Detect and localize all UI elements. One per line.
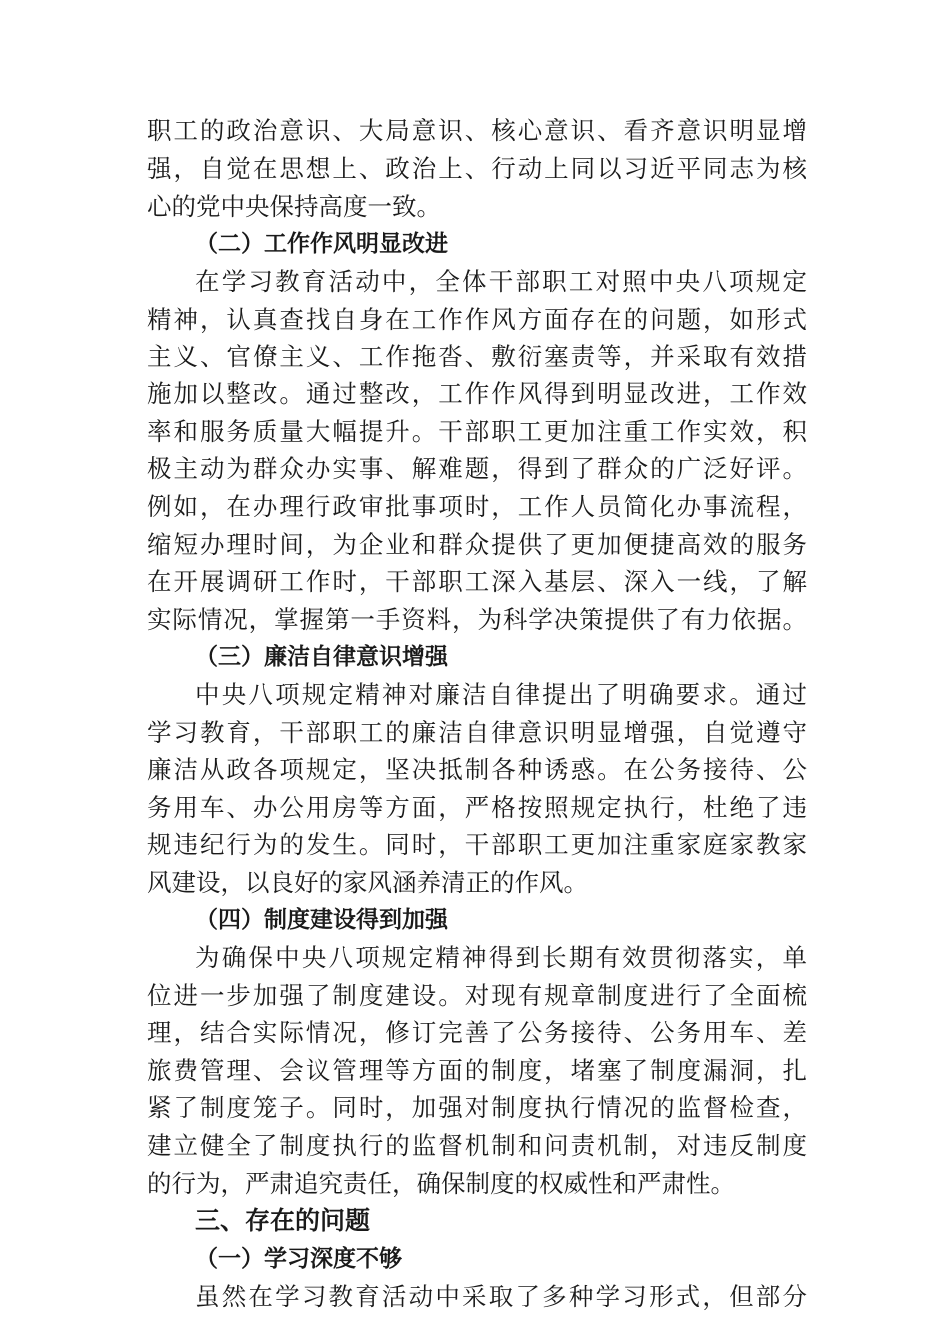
paragraph-line: 学习教育，干部职工的廉洁自律意识明显增强，自觉遵守 (147, 718, 807, 747)
chapter-heading: 三、存在的问题 (195, 1206, 371, 1235)
paragraph-line: 缩短办理时间，为企业和群众提供了更加便捷高效的服务 (147, 530, 807, 559)
paragraph-line: 在学习教育活动中，全体干部职工对照中央八项规定 (195, 267, 807, 296)
paragraph-line: 在开展调研工作时，干部职工深入基层、深入一线，了解 (147, 567, 807, 596)
paragraph-line: 旅费管理、会议管理等方面的制度，堵塞了制度漏洞，扎 (147, 1056, 807, 1085)
paragraph-line: 极主动为群众办实事、解难题，得到了群众的广泛好评。 (147, 454, 807, 483)
paragraph-line: 理，结合实际情况，修订完善了公务接待、公务用车、差 (147, 1018, 807, 1047)
paragraph-line: 主义、官僚主义、工作拖沓、敷衍塞责等，并采取有效措 (147, 342, 807, 371)
section-heading: （四）制度建设得到加强 (195, 907, 448, 933)
paragraph-line: 强，自觉在思想上、政治上、行动上同以习近平同志为核 (147, 154, 807, 183)
paragraph-line: 风建设，以良好的家风涵养清正的作风。 (147, 868, 588, 897)
paragraph-line: 虽然在学习教育活动中采取了多种学习形式，但部分 (195, 1282, 807, 1311)
paragraph-line: 建立健全了制度执行的监督机制和问责机制，对违反制度 (147, 1131, 807, 1160)
paragraph-line: 廉洁从政各项规定，坚决抵制各种诱惑。在公务接待、公 (147, 755, 807, 784)
section-heading: （三）廉洁自律意识增强 (195, 644, 448, 670)
paragraph-line: 实际情况，掌握第一手资料，为科学决策提供了有力依据。 (147, 605, 807, 634)
paragraph-line: 例如，在办理行政审批事项时，工作人员简化办事流程， (147, 492, 807, 521)
paragraph-line: 率和服务质量大幅提升。干部职工更加注重工作实效，积 (147, 417, 807, 446)
paragraph-line: 心的党中央保持高度一致。 (147, 192, 441, 221)
section-heading: （二）工作作风明显改进 (195, 231, 448, 257)
paragraph-line: 紧了制度笼子。同时，加强对制度执行情况的监督检查， (147, 1093, 807, 1122)
paragraph-line: 中央八项规定精神对廉洁自律提出了明确要求。通过 (195, 680, 807, 709)
paragraph-line: 位进一步加强了制度建设。对现有规章制度进行了全面梳 (147, 981, 807, 1010)
paragraph-line: 的行为，严肃追究责任，确保制度的权威性和严肃性。 (147, 1169, 735, 1198)
paragraph-line: 施加以整改。通过整改，工作作风得到明显改进，工作效 (147, 379, 807, 408)
paragraph-line: 为确保中央八项规定精神得到长期有效贯彻落实，单 (195, 943, 807, 972)
paragraph-line: 职工的政治意识、大局意识、核心意识、看齐意识明显增 (147, 116, 807, 145)
paragraph-line: 务用车、办公用房等方面，严格按照规定执行，杜绝了违 (147, 793, 807, 822)
paragraph-line: 精神，认真查找自身在工作作风方面存在的问题，如形式 (147, 305, 807, 334)
section-heading: （一）学习深度不够 (195, 1246, 402, 1272)
paragraph-line: 规违纪行为的发生。同时，干部职工更加注重家庭家教家 (147, 830, 807, 859)
